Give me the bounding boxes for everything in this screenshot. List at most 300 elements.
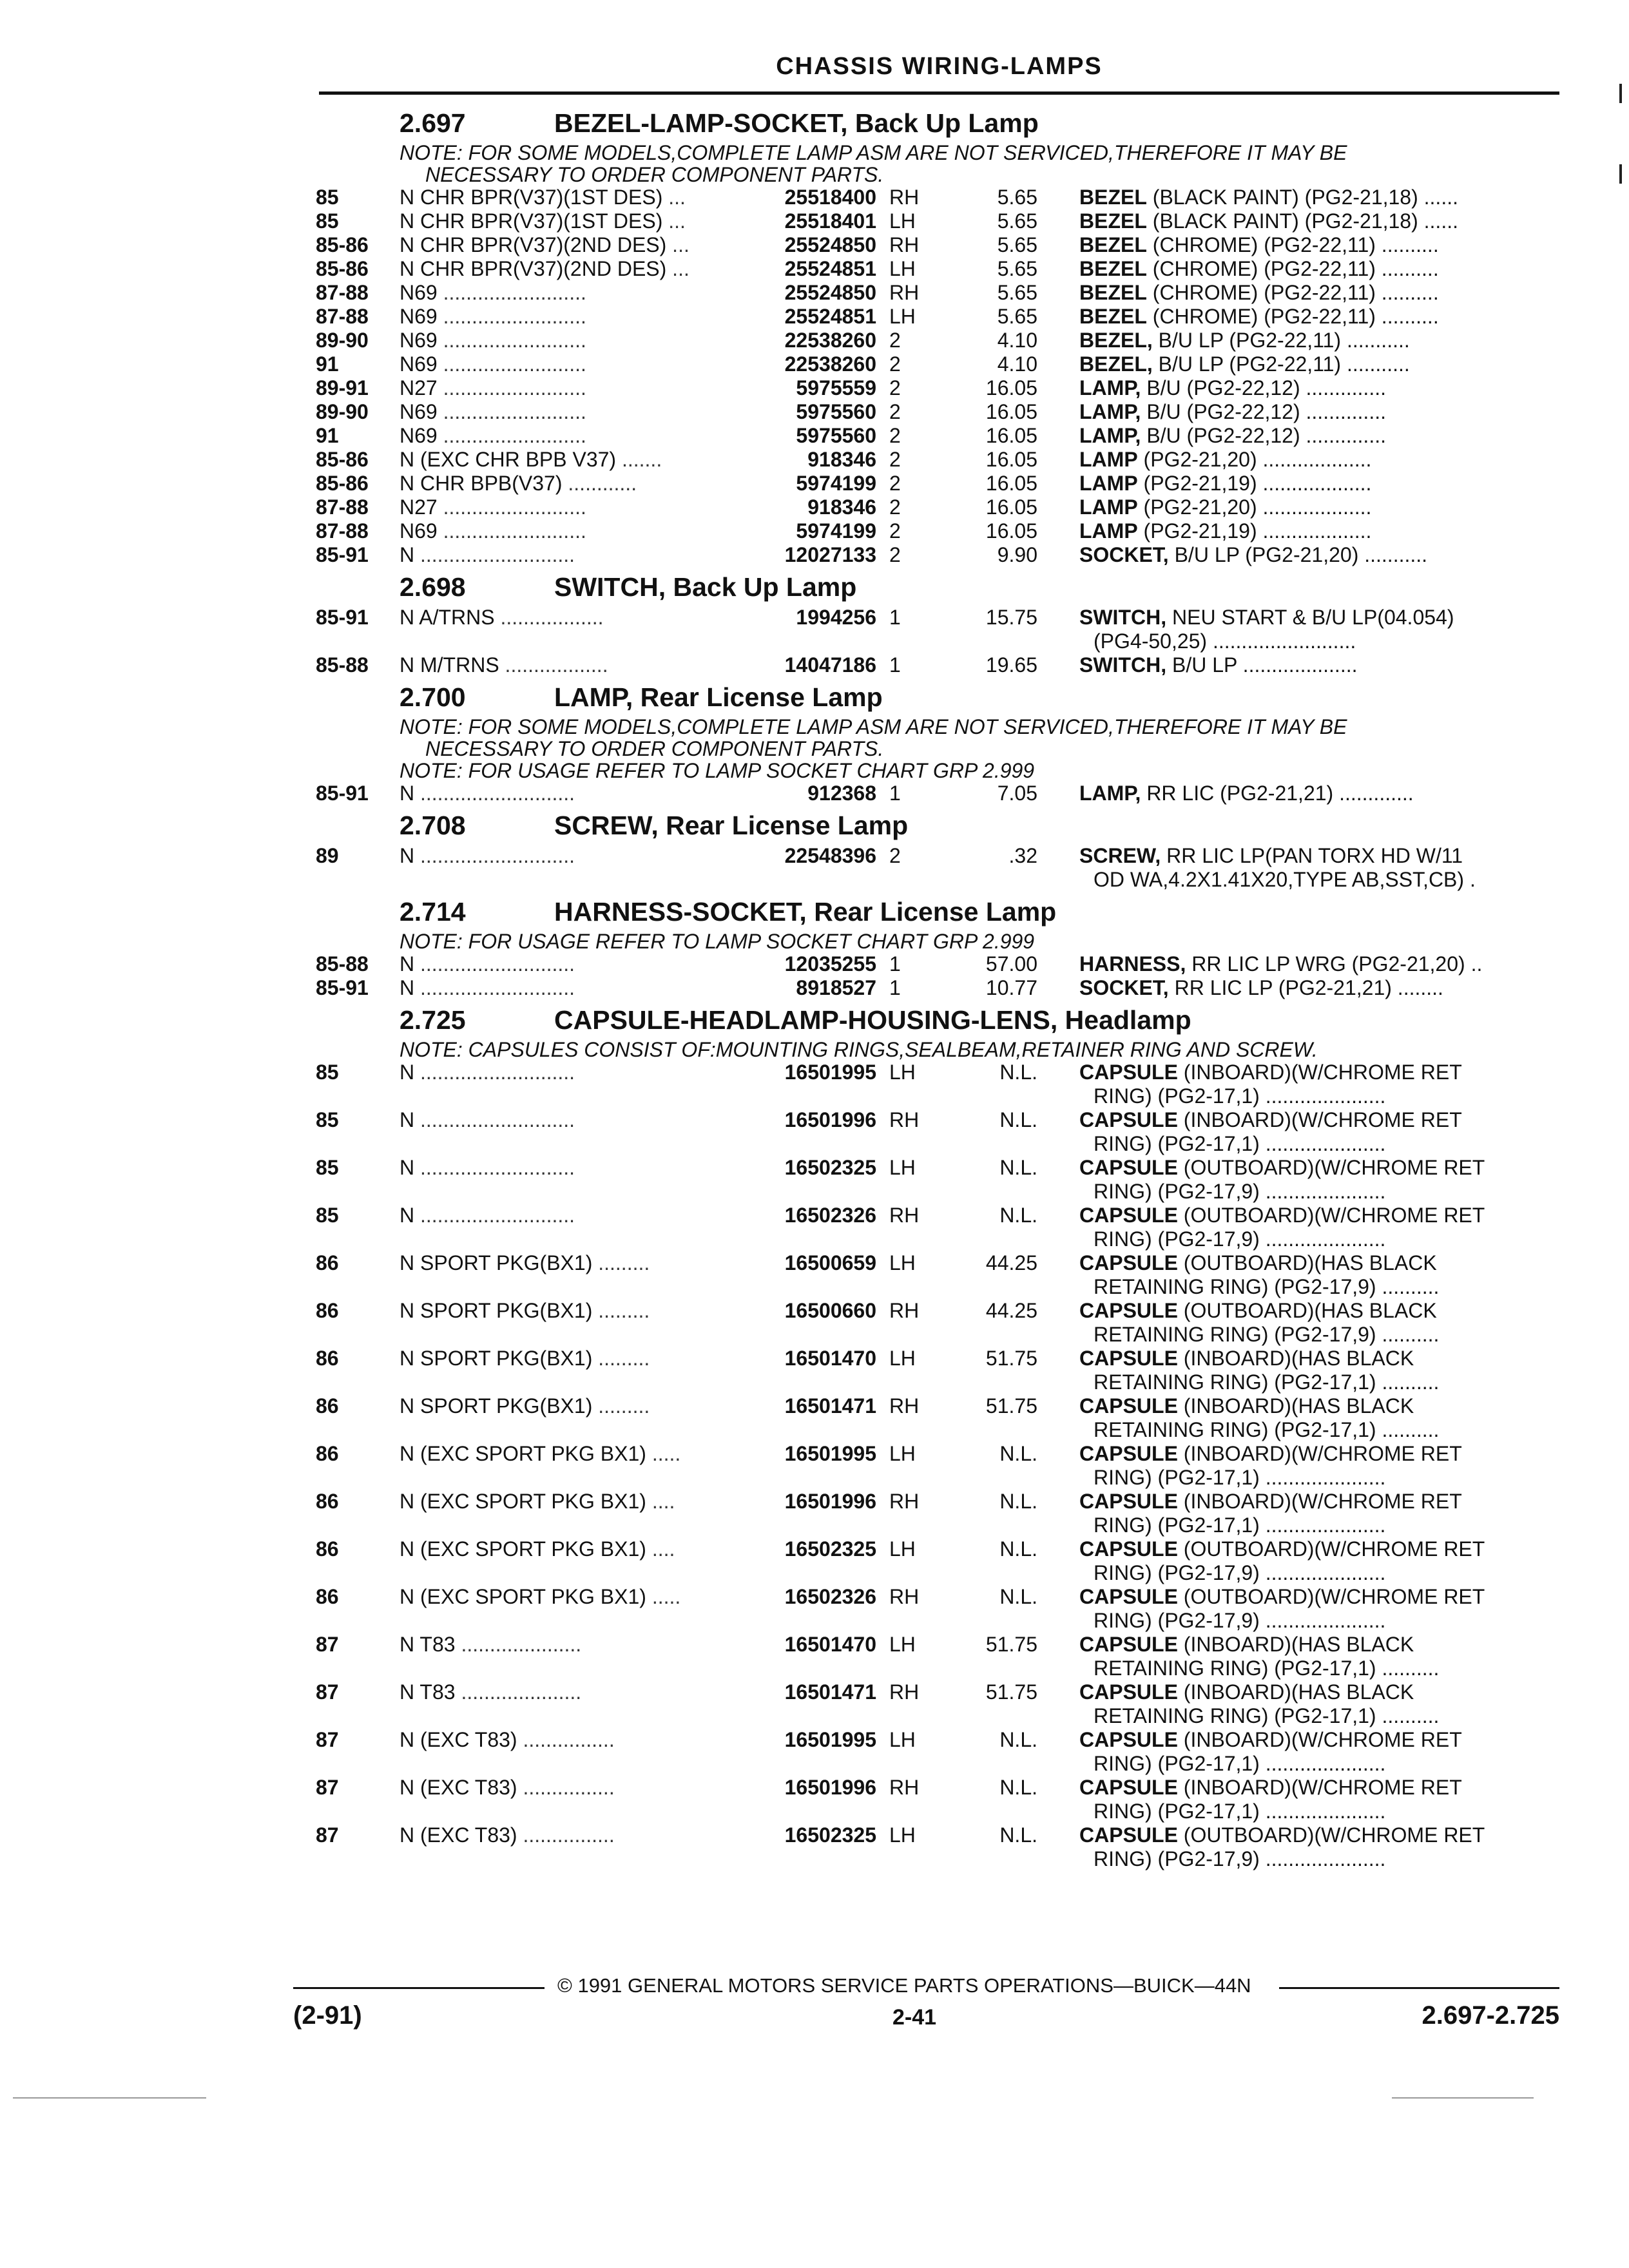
usage-description <box>400 186 751 209</box>
parts-listing <box>316 103 1559 1871</box>
part-name-line <box>1079 1490 1563 1514</box>
part-number: 25518401 <box>784 209 876 233</box>
usage-text: N <box>400 1156 415 1179</box>
part-name-line <box>1079 1156 1563 1180</box>
quantity: 2 <box>889 543 901 566</box>
leader-dots: ........................... <box>414 844 575 867</box>
part-row <box>316 448 1559 472</box>
part-number: 16501470 <box>784 1347 876 1370</box>
list-price: 16.05 <box>985 495 1037 519</box>
usage-description <box>400 1251 751 1275</box>
model-years: 85 <box>316 186 339 209</box>
part-row <box>316 186 1559 209</box>
model-years: 87 <box>316 1776 339 1799</box>
usage-text: N M/TRNS <box>400 653 499 677</box>
part-row <box>316 1347 1559 1394</box>
quantity: LH <box>889 1061 916 1084</box>
list-price: 4.10 <box>997 329 1037 352</box>
part-name-line <box>1079 329 1563 352</box>
usage-text: N (EXC T83) <box>400 1728 517 1751</box>
part-name-line <box>1079 352 1563 376</box>
usage-description <box>400 1156 751 1180</box>
list-price: N.L. <box>999 1537 1037 1561</box>
part-name-continuation: RETAINING RING) (PG2-17,1) .......... <box>1094 1418 1440 1441</box>
part-name-line <box>1079 472 1563 495</box>
part-name-keyword: BEZEL, <box>1079 329 1153 352</box>
list-price: 4.10 <box>997 352 1037 376</box>
leader-dots: ........................... <box>414 782 575 805</box>
list-price: 9.90 <box>997 543 1037 566</box>
part-row <box>316 1728 1559 1776</box>
model-years: 87 <box>316 1680 339 1704</box>
part-row <box>316 653 1559 677</box>
usage-description <box>400 782 751 805</box>
quantity: RH <box>889 1776 920 1799</box>
part-name-keyword: CAPSULE <box>1079 1347 1178 1370</box>
page-header <box>319 53 1559 99</box>
model-years: 85-86 <box>316 472 369 495</box>
usage-description <box>400 329 751 352</box>
usage-description <box>400 1394 751 1418</box>
leader-dots: ........................... <box>414 952 575 975</box>
model-years: 85-91 <box>316 976 369 999</box>
usage-text: N SPORT PKG(BX1) <box>400 1347 593 1370</box>
usage-description <box>400 653 751 677</box>
part-row <box>316 376 1559 400</box>
leader-dots: ......................... <box>437 400 586 423</box>
part-name-keyword: CAPSULE <box>1079 1299 1178 1322</box>
part-name-detail: (PG2-21,20) ................... <box>1137 448 1372 471</box>
section-title: CAPSULE-HEADLAMP-HOUSING-LENS, Headlamp <box>554 1005 1191 1035</box>
usage-text: N <box>400 782 415 805</box>
part-name <box>1079 281 1563 305</box>
part-number: 25524851 <box>784 257 876 280</box>
list-price: N.L. <box>999 1490 1037 1513</box>
section-note <box>316 1039 1559 1061</box>
part-number: 918346 <box>807 448 876 471</box>
usage-description <box>400 305 751 329</box>
part-name-detail: B/U (PG2-22,12) .............. <box>1141 424 1386 447</box>
part-name-continuation: RING) (PG2-17,1) ..................... <box>1094 1084 1386 1108</box>
model-years: 85-86 <box>316 448 369 471</box>
part-name-detail: RR LIC LP WRG (PG2-21,20) .. <box>1186 952 1483 975</box>
quantity: LH <box>889 1156 916 1179</box>
part-name-line <box>1079 1299 1563 1323</box>
section-heading <box>316 103 1559 142</box>
list-price: 51.75 <box>985 1394 1037 1418</box>
part-name-line <box>1079 1776 1563 1800</box>
model-years: 85-88 <box>316 952 369 975</box>
list-price: N.L. <box>999 1823 1037 1847</box>
part-number: 16501996 <box>784 1490 876 1513</box>
usage-description <box>400 281 751 305</box>
part-name-detail: (INBOARD)(HAS BLACK <box>1177 1347 1414 1370</box>
usage-description <box>400 1776 751 1800</box>
usage-description <box>400 495 751 519</box>
part-name <box>1079 1156 1563 1204</box>
part-name <box>1079 1251 1563 1299</box>
part-name-detail: (OUTBOARD)(HAS BLACK <box>1177 1299 1437 1322</box>
part-name-detail: B/U (PG2-22,12) .............. <box>1141 376 1386 399</box>
part-name <box>1079 329 1563 352</box>
part-row <box>316 352 1559 376</box>
list-price: 5.65 <box>997 233 1037 256</box>
usage-text: N (EXC SPORT PKG BX1) <box>400 1442 646 1465</box>
part-name-detail: B/U LP .................... <box>1166 653 1358 677</box>
leader-dots: ......................... <box>437 519 586 543</box>
usage-description <box>400 209 751 233</box>
part-name <box>1079 782 1563 805</box>
list-price: N.L. <box>999 1728 1037 1751</box>
part-row <box>316 976 1559 1000</box>
usage-text: N69 <box>400 281 438 304</box>
leader-dots: ........................... <box>414 1156 575 1179</box>
part-name-line <box>1079 448 1563 472</box>
model-years: 89-90 <box>316 400 369 423</box>
part-name-line <box>1079 952 1563 976</box>
part-name <box>1079 400 1563 424</box>
model-years: 86 <box>316 1585 339 1608</box>
part-name-line <box>1079 782 1563 805</box>
leader-dots: ... <box>662 186 686 209</box>
part-name-detail: NEU START & B/U LP(04.054) <box>1166 606 1454 629</box>
leader-dots: ................ <box>517 1728 615 1751</box>
part-name-line <box>1079 1347 1563 1370</box>
part-name <box>1079 1394 1563 1442</box>
quantity: RH <box>889 1299 920 1322</box>
quantity: 2 <box>889 844 901 867</box>
section-note <box>316 142 1559 186</box>
part-name <box>1079 653 1563 677</box>
list-price: 16.05 <box>985 400 1037 423</box>
part-name-detail: (OUTBOARD)(HAS BLACK <box>1177 1251 1437 1274</box>
part-name-keyword: SWITCH, <box>1079 606 1167 629</box>
usage-text: N CHR BPR(V37)(2ND DES) <box>400 257 667 280</box>
part-name-continuation: RING) (PG2-17,1) ..................... <box>1094 1800 1386 1823</box>
part-number: 25524850 <box>784 233 876 256</box>
part-name-detail: (CHROME) (PG2-22,11) .......... <box>1146 305 1439 328</box>
quantity: LH <box>889 1823 916 1847</box>
leader-dots: .... <box>646 1490 675 1513</box>
part-number: 16502326 <box>784 1585 876 1608</box>
quantity: 2 <box>889 472 901 495</box>
part-name <box>1079 519 1563 543</box>
part-name-line <box>1079 1823 1563 1847</box>
part-name-line <box>1079 1442 1563 1466</box>
part-name-detail: (OUTBOARD)(W/CHROME RET <box>1177 1537 1485 1561</box>
part-name-detail: (INBOARD)(HAS BLACK <box>1177 1394 1414 1418</box>
part-number: 22538260 <box>784 352 876 376</box>
usage-description <box>400 1537 751 1561</box>
section-note <box>316 716 1559 782</box>
part-name-detail: (OUTBOARD)(W/CHROME RET <box>1177 1204 1485 1227</box>
section-heading <box>316 892 1559 930</box>
leader-dots: ................ <box>517 1776 615 1799</box>
usage-description <box>400 976 751 1000</box>
part-name-keyword: CAPSULE <box>1079 1776 1178 1799</box>
section-heading <box>316 677 1559 716</box>
quantity: RH <box>889 1490 920 1513</box>
leader-dots: ......................... <box>437 495 586 519</box>
usage-text: N SPORT PKG(BX1) <box>400 1394 593 1418</box>
model-years: 87-88 <box>316 495 369 519</box>
list-price: 5.65 <box>997 186 1037 209</box>
part-name-detail: RR LIC (PG2-21,21) ............. <box>1141 782 1414 805</box>
usage-text: N69 <box>400 352 438 376</box>
model-years: 85-86 <box>316 233 369 256</box>
part-name-line <box>1079 495 1563 519</box>
quantity: RH <box>889 1204 920 1227</box>
part-name-line <box>1079 1537 1563 1561</box>
part-name-line <box>1079 543 1563 567</box>
model-years: 86 <box>316 1299 339 1322</box>
part-name-detail: B/U LP (PG2-22,11) ........... <box>1152 352 1410 376</box>
part-name <box>1079 952 1563 976</box>
usage-text: N69 <box>400 519 438 543</box>
part-name-detail: (OUTBOARD)(W/CHROME RET <box>1177 1156 1485 1179</box>
part-number: 918346 <box>807 495 876 519</box>
part-row <box>316 400 1559 424</box>
quantity: 2 <box>889 352 901 376</box>
scan-artifact-specks <box>0 2097 1629 2110</box>
usage-text: N69 <box>400 424 438 447</box>
leader-dots: ..................... <box>455 1680 582 1704</box>
footer-date-code: (2-91) <box>293 2001 362 2030</box>
section-title: SWITCH, Back Up Lamp <box>554 572 857 602</box>
list-price: 51.75 <box>985 1347 1037 1370</box>
scan-edge-mark <box>1619 164 1622 184</box>
list-price: N.L. <box>999 1061 1037 1084</box>
part-name-line <box>1079 1061 1563 1084</box>
part-name <box>1079 448 1563 472</box>
model-years: 85 <box>316 209 339 233</box>
usage-text: N CHR BPB(V37) <box>400 472 563 495</box>
part-row <box>316 209 1559 233</box>
part-name-line <box>1079 209 1563 233</box>
part-row <box>316 257 1559 281</box>
section-number: 2.700 <box>400 682 466 712</box>
part-number: 5975560 <box>796 424 876 447</box>
part-name-detail: B/U LP (PG2-22,11) ........... <box>1152 329 1410 352</box>
leader-dots: ........................... <box>414 543 575 566</box>
part-name-keyword: CAPSULE <box>1079 1442 1178 1465</box>
leader-dots: ........................... <box>414 976 575 999</box>
usage-description <box>400 1108 751 1132</box>
usage-description <box>400 1585 751 1609</box>
part-name-keyword: LAMP, <box>1079 400 1141 423</box>
part-name-keyword: CAPSULE <box>1079 1633 1178 1656</box>
section-title: LAMP, Rear License Lamp <box>554 682 883 712</box>
leader-dots: ......... <box>592 1251 650 1274</box>
part-row <box>316 233 1559 257</box>
usage-text: N <box>400 1108 415 1131</box>
part-number: 16501996 <box>784 1108 876 1131</box>
part-name-line <box>1079 1728 1563 1752</box>
part-name-keyword: CAPSULE <box>1079 1204 1178 1227</box>
list-price: N.L. <box>999 1156 1037 1179</box>
part-name-line <box>1079 1633 1563 1657</box>
part-name-line <box>1079 1251 1563 1275</box>
list-price: N.L. <box>999 1585 1037 1608</box>
part-row <box>316 543 1559 567</box>
part-number: 16501471 <box>784 1680 876 1704</box>
model-years: 89-91 <box>316 376 369 399</box>
part-name-detail: (OUTBOARD)(W/CHROME RET <box>1177 1823 1485 1847</box>
usage-description <box>400 1490 751 1514</box>
part-number: 8918527 <box>796 976 876 999</box>
part-name-keyword: CAPSULE <box>1079 1061 1178 1084</box>
part-row <box>316 1061 1559 1108</box>
model-years: 85-91 <box>316 543 369 566</box>
quantity: RH <box>889 1680 920 1704</box>
model-years: 91 <box>316 352 339 376</box>
part-row <box>316 782 1559 805</box>
page-title: CHASSIS WIRING-LAMPS <box>776 53 1103 80</box>
part-row <box>316 1680 1559 1728</box>
part-number: 16501995 <box>784 1061 876 1084</box>
part-name-keyword: BEZEL <box>1079 281 1147 304</box>
part-row <box>316 1633 1559 1680</box>
list-price: 5.65 <box>997 209 1037 233</box>
part-number: 25518400 <box>784 186 876 209</box>
leader-dots: ... <box>662 209 686 233</box>
list-price: 5.65 <box>997 257 1037 280</box>
list-price: N.L. <box>999 1442 1037 1465</box>
part-name <box>1079 472 1563 495</box>
part-name-detail: (INBOARD)(HAS BLACK <box>1177 1680 1414 1704</box>
part-name-continuation: RING) (PG2-17,9) ..................... <box>1094 1180 1386 1203</box>
scan-edge-mark <box>1619 84 1622 103</box>
model-years: 85-91 <box>316 782 369 805</box>
list-price: 51.75 <box>985 1680 1037 1704</box>
quantity: 2 <box>889 376 901 399</box>
part-name-line <box>1079 1108 1563 1132</box>
part-name-keyword: BEZEL <box>1079 209 1147 233</box>
part-name <box>1079 257 1563 281</box>
quantity: LH <box>889 257 916 280</box>
leader-dots: ......................... <box>437 424 586 447</box>
part-name-detail: (INBOARD)(HAS BLACK <box>1177 1633 1414 1656</box>
list-price: N.L. <box>999 1204 1037 1227</box>
part-name-line <box>1079 400 1563 424</box>
note-line: NECESSARY TO ORDER COMPONENT PARTS. <box>425 737 884 760</box>
quantity: RH <box>889 1108 920 1131</box>
part-name <box>1079 424 1563 448</box>
part-name <box>1079 352 1563 376</box>
part-name-line <box>1079 186 1563 209</box>
part-name-continuation: OD WA,4.2X1.41X20,TYPE AB,SST,CB) . <box>1094 868 1476 891</box>
part-name-continuation: RING) (PG2-17,9) ..................... <box>1094 1227 1386 1251</box>
part-name-keyword: BEZEL <box>1079 257 1147 280</box>
part-name-keyword: CAPSULE <box>1079 1251 1178 1274</box>
footer-page-number: 2-41 <box>892 2005 937 2030</box>
usage-description <box>400 1633 751 1657</box>
usage-description <box>400 1442 751 1466</box>
leader-dots: ......... <box>592 1394 650 1418</box>
usage-text: N SPORT PKG(BX1) <box>400 1299 593 1322</box>
part-name-detail: (CHROME) (PG2-22,11) .......... <box>1146 257 1439 280</box>
list-price: 57.00 <box>985 952 1037 975</box>
usage-description <box>400 1204 751 1227</box>
part-number: 16501996 <box>784 1776 876 1799</box>
model-years: 87-88 <box>316 305 369 328</box>
part-name-line <box>1079 1394 1563 1418</box>
leader-dots: ......................... <box>437 281 586 304</box>
usage-description <box>400 1823 751 1847</box>
footer-copyright: © 1991 GENERAL MOTORS SERVICE PARTS OPERATIONS—BUICK—44N <box>557 1974 1251 1997</box>
part-name-keyword: CAPSULE <box>1079 1108 1178 1131</box>
quantity: LH <box>889 1633 916 1656</box>
leader-dots: ......... <box>592 1347 650 1370</box>
part-number: 5974199 <box>796 472 876 495</box>
part-name-continuation: RING) (PG2-17,9) ..................... <box>1094 1609 1386 1632</box>
list-price: 16.05 <box>985 424 1037 447</box>
part-number: 912368 <box>807 782 876 805</box>
usage-description <box>400 952 751 976</box>
quantity: RH <box>889 186 920 209</box>
part-name-line <box>1079 1204 1563 1227</box>
list-price: 16.05 <box>985 376 1037 399</box>
part-name-keyword: SOCKET, <box>1079 543 1169 566</box>
part-name-line <box>1079 844 1563 868</box>
part-name <box>1079 209 1563 233</box>
part-name-line <box>1079 1585 1563 1609</box>
part-name-keyword: LAMP <box>1079 495 1138 519</box>
usage-text: N <box>400 976 415 999</box>
part-name-continuation: RETAINING RING) (PG2-17,1) .......... <box>1094 1657 1440 1680</box>
part-name-line <box>1079 281 1563 305</box>
part-name-keyword: CAPSULE <box>1079 1394 1178 1418</box>
leader-dots: .... <box>646 1537 675 1561</box>
part-row <box>316 472 1559 495</box>
usage-text: N (EXC T83) <box>400 1776 517 1799</box>
note-line: NOTE: FOR USAGE REFER TO LAMP SOCKET CHART GRP 2.999 <box>400 930 1035 953</box>
leader-dots: ... <box>666 257 689 280</box>
part-name-keyword: CAPSULE <box>1079 1585 1178 1608</box>
model-years: 86 <box>316 1537 339 1561</box>
leader-dots: ......... <box>592 1299 650 1322</box>
usage-text: N (EXC SPORT PKG BX1) <box>400 1585 646 1608</box>
model-years: 85 <box>316 1108 339 1131</box>
quantity: RH <box>889 233 920 256</box>
part-name <box>1079 1728 1563 1776</box>
part-name-line <box>1079 305 1563 329</box>
usage-text: N27 <box>400 495 438 519</box>
part-name <box>1079 844 1563 892</box>
part-name <box>1079 1633 1563 1680</box>
section-title: HARNESS-SOCKET, Rear License Lamp <box>554 897 1057 927</box>
part-number: 16501471 <box>784 1394 876 1418</box>
part-name-keyword: BEZEL <box>1079 305 1147 328</box>
model-years: 86 <box>316 1490 339 1513</box>
list-price: 16.05 <box>985 448 1037 471</box>
usage-description <box>400 376 751 400</box>
part-name <box>1079 305 1563 329</box>
leader-dots: ....... <box>616 448 662 471</box>
part-name <box>1079 976 1563 1000</box>
part-name-detail: RR LIC LP (PG2-21,21) ........ <box>1168 976 1443 999</box>
leader-dots: ........................... <box>414 1061 575 1084</box>
part-name <box>1079 1061 1563 1108</box>
section-title: SCREW, Rear License Lamp <box>554 811 909 840</box>
part-name-keyword: LAMP, <box>1079 424 1141 447</box>
part-row <box>316 281 1559 305</box>
model-years: 89-90 <box>316 329 369 352</box>
leader-dots: ..... <box>646 1585 681 1608</box>
part-number: 5974199 <box>796 519 876 543</box>
model-years: 86 <box>316 1394 339 1418</box>
quantity: LH <box>889 305 916 328</box>
